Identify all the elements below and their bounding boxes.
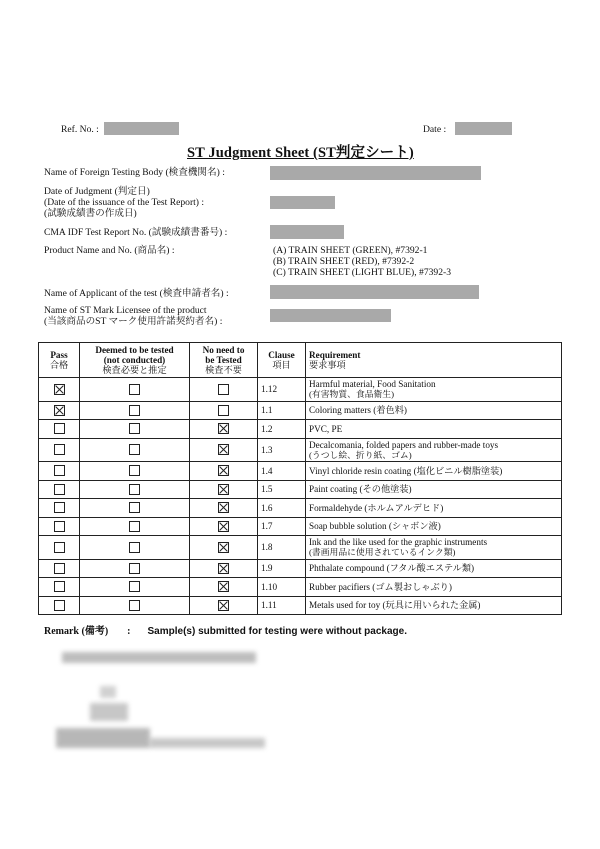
blurred-signature-line	[150, 738, 265, 748]
table-row	[39, 378, 562, 402]
blurred-signature-mark	[56, 728, 150, 748]
table-row	[39, 578, 562, 597]
product-a: (A) TRAIN SHEET (GREEN), #7392-1	[273, 245, 428, 256]
table-row	[39, 517, 562, 536]
deemed-checkbox[interactable]	[129, 581, 140, 592]
deemed-checkbox[interactable]	[129, 563, 140, 574]
deemed-checkbox[interactable]	[129, 521, 140, 532]
blurred-signature-line	[62, 652, 256, 663]
pass-checkbox[interactable]	[54, 581, 65, 592]
requirement-cell: Phthalate compound (フタル酸エステル類)	[306, 559, 562, 578]
product-b: (B) TRAIN SHEET (RED), #7392-2	[273, 256, 415, 268]
clause-cell: 1.4	[258, 462, 306, 481]
deemed-checkbox[interactable]	[129, 502, 140, 513]
deemed-checkbox[interactable]	[129, 465, 140, 476]
no-need-checkbox[interactable]	[218, 465, 229, 476]
date-redacted	[455, 122, 512, 135]
clause-cell: 1.1	[258, 401, 306, 420]
table-row	[39, 480, 562, 499]
table-row	[39, 420, 562, 439]
pass-checkbox[interactable]	[54, 444, 65, 455]
pass-checkbox[interactable]	[54, 384, 65, 395]
table-row	[39, 401, 562, 420]
remark-text: Sample(s) submitted for testing were without package.	[147, 626, 407, 637]
table-row	[39, 536, 562, 560]
requirement-cell: Coloring matters (着色料)	[306, 401, 562, 420]
clause-cell: 1.8	[258, 536, 306, 560]
remark-label: Remark (備考)	[44, 626, 109, 637]
pass-checkbox[interactable]	[54, 405, 65, 416]
pass-checkbox[interactable]	[54, 563, 65, 574]
no-need-checkbox[interactable]	[218, 423, 229, 434]
licensee-label: Name of ST Mark Licensee of the product (当該商品のST マーク使用許諾契約者名) :	[44, 305, 223, 327]
clause-cell: 1.6	[258, 499, 306, 518]
deemed-checkbox[interactable]	[129, 600, 140, 611]
report-no-redacted	[270, 225, 344, 239]
pass-checkbox[interactable]	[54, 521, 65, 532]
no-need-checkbox[interactable]	[218, 484, 229, 495]
header-clause: Clause 項目	[258, 343, 306, 378]
no-need-checkbox[interactable]	[218, 405, 229, 416]
no-need-checkbox[interactable]	[218, 502, 229, 513]
ref-no-label: Ref. No. :	[61, 124, 99, 135]
requirement-cell: Vinyl chloride resin coating (塩化ビニル樹脂塗装)	[306, 462, 562, 481]
judgment-date-label: Date of Judgment (判定日) (Date of the issuance of the Test Report) : (試験成績書の作成日)	[44, 186, 205, 219]
deemed-checkbox[interactable]	[129, 405, 140, 416]
requirement-cell: Soap bubble solution (シャボン液)	[306, 517, 562, 536]
applicant-redacted	[270, 285, 479, 299]
requirement-cell: PVC, PE	[306, 420, 562, 439]
clause-cell: 1.12	[258, 378, 306, 402]
report-no-label: CMA IDF Test Report No. (試験成績書番号) :	[44, 227, 228, 238]
testing-body-redacted	[270, 166, 481, 180]
table-row	[39, 559, 562, 578]
no-need-checkbox[interactable]	[218, 581, 229, 592]
remark	[44, 622, 407, 637]
remark-colon: :	[127, 626, 131, 637]
testing-body-label: Name of Foreign Testing Body (検査機関名) :	[44, 167, 225, 178]
clause-cell: 1.11	[258, 596, 306, 615]
deemed-checkbox[interactable]	[129, 423, 140, 434]
table-row	[39, 499, 562, 518]
table-header-row	[39, 343, 562, 378]
product-c: (C) TRAIN SHEET (LIGHT BLUE), #7392-3	[273, 267, 451, 279]
requirement-cell: Rubber pacifiers (ゴム製おしゃぶり)	[306, 578, 562, 597]
deemed-checkbox[interactable]	[129, 444, 140, 455]
clause-cell: 1.7	[258, 517, 306, 536]
requirement-cell: Paint coating (その他塗装)	[306, 480, 562, 499]
no-need-checkbox[interactable]	[218, 444, 229, 455]
pass-checkbox[interactable]	[54, 600, 65, 611]
requirement-cell: Formaldehyde (ホルムアルデヒド)	[306, 499, 562, 518]
requirement-cell: Decalcomania, folded papers and rubber-made toys (うつし絵、折り紙、ゴム)	[306, 438, 562, 462]
no-need-checkbox[interactable]	[218, 521, 229, 532]
product-list	[273, 245, 451, 279]
clause-cell: 1.5	[258, 480, 306, 499]
header-no-need: No need to be Tested 検査不要	[190, 343, 258, 378]
ref-no-redacted	[104, 122, 179, 135]
pass-checkbox[interactable]	[54, 423, 65, 434]
pass-checkbox[interactable]	[54, 465, 65, 476]
no-need-checkbox[interactable]	[218, 600, 229, 611]
page-title: ST Judgment Sheet (ST判定シート)	[187, 145, 414, 161]
deemed-checkbox[interactable]	[129, 484, 140, 495]
requirement-cell: Metals used for toy (玩具に用いられた金属)	[306, 596, 562, 615]
date-label: Date :	[423, 124, 447, 135]
product-label: Product Name and No. (商品名) :	[44, 245, 175, 256]
judgment-table	[38, 342, 562, 615]
header-requirement: Requirement 要求事項	[306, 343, 562, 378]
table-row	[39, 596, 562, 615]
requirement-cell: Ink and the like used for the graphic instruments (書画用品に使用されているインク類)	[306, 536, 562, 560]
pass-checkbox[interactable]	[54, 502, 65, 513]
clause-cell: 1.9	[258, 559, 306, 578]
deemed-checkbox[interactable]	[129, 384, 140, 395]
header-deemed: Deemed to be tested (not conducted) 検査必要と推定	[80, 343, 190, 378]
no-need-checkbox[interactable]	[218, 563, 229, 574]
header-pass: Pass 合格	[39, 343, 80, 378]
blurred-signature-mark	[100, 686, 116, 698]
clause-cell: 1.10	[258, 578, 306, 597]
table-row	[39, 438, 562, 462]
blurred-signature-mark	[90, 703, 128, 721]
pass-checkbox[interactable]	[54, 542, 65, 553]
table-row	[39, 462, 562, 481]
no-need-checkbox[interactable]	[218, 384, 229, 395]
clause-cell: 1.3	[258, 438, 306, 462]
requirement-cell: Harmful material, Food Sanitation (有害物質、食品衛生)	[306, 378, 562, 402]
deemed-checkbox[interactable]	[129, 542, 140, 553]
pass-checkbox[interactable]	[54, 484, 65, 495]
applicant-label: Name of Applicant of the test (検査申請者名) :	[44, 288, 229, 299]
no-need-checkbox[interactable]	[218, 542, 229, 553]
clause-cell: 1.2	[258, 420, 306, 439]
judgment-date-redacted	[270, 196, 335, 209]
licensee-redacted	[270, 309, 391, 322]
